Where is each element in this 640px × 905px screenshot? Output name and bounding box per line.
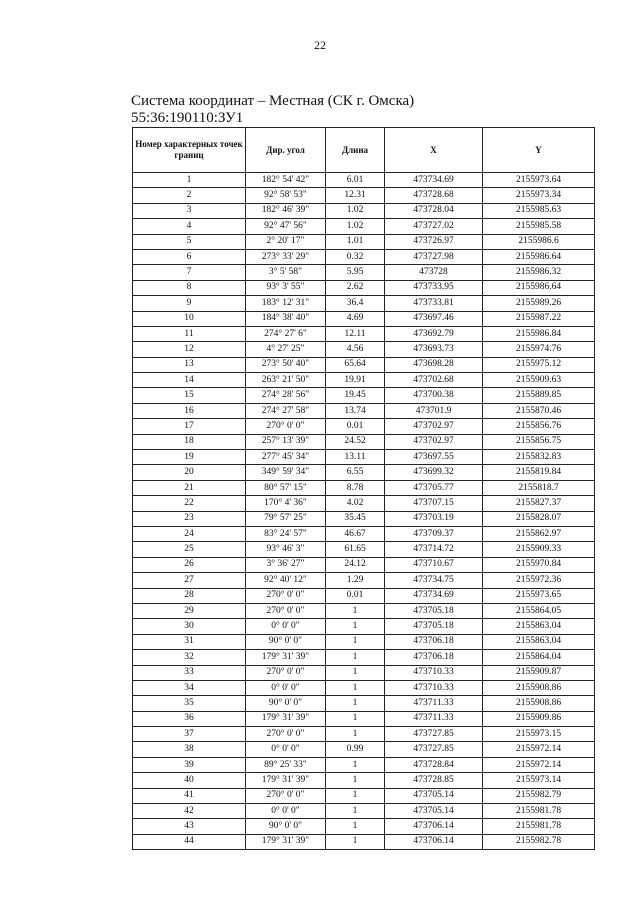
cell-y: 2155909.63 [483, 373, 595, 388]
table-row [133, 203, 595, 218]
cell-x: 473728 [385, 265, 483, 280]
cell-y: 2155989.26 [483, 296, 595, 311]
boundary-points-table [132, 127, 595, 850]
cell-x: 473692.79 [385, 326, 483, 341]
cell-direction-angle: 270° 0' 0" [246, 603, 326, 618]
table-row [133, 542, 595, 557]
table-row [133, 403, 595, 418]
cell-length: 36.4 [326, 296, 385, 311]
cell-x: 473734.69 [385, 173, 483, 188]
cell-y: 2155819.84 [483, 465, 595, 480]
cell-direction-angle: 0° 0' 0" [246, 742, 326, 757]
cell-y: 2155982.78 [483, 834, 595, 849]
cell-point-number: 35 [133, 696, 246, 711]
table-row [133, 311, 595, 326]
table-row [133, 773, 595, 788]
cell-x: 473705.14 [385, 788, 483, 803]
cell-x: 473728.84 [385, 757, 483, 772]
cell-point-number: 27 [133, 573, 246, 588]
cell-length: 1.29 [326, 573, 385, 588]
cell-x: 473707.15 [385, 496, 483, 511]
cell-point-number: 40 [133, 773, 246, 788]
table-row [133, 711, 595, 726]
cell-y: 2155985.58 [483, 219, 595, 234]
cell-y: 2155986.6 [483, 234, 595, 249]
cell-x: 473697.55 [385, 450, 483, 465]
table-row [133, 480, 595, 495]
cell-y: 2155981.78 [483, 804, 595, 819]
cell-direction-angle: 0° 0' 0" [246, 619, 326, 634]
table-header-row [133, 128, 595, 173]
cell-direction-angle: 93° 3' 55" [246, 280, 326, 295]
table-row [133, 188, 595, 203]
cell-length: 1 [326, 773, 385, 788]
cell-x: 473733.81 [385, 296, 483, 311]
cell-point-number: 28 [133, 588, 246, 603]
cell-length: 1 [326, 804, 385, 819]
table-row [133, 434, 595, 449]
header-length: Длина [326, 128, 385, 173]
table-row [133, 234, 595, 249]
cell-x: 473709.37 [385, 526, 483, 541]
cell-length: 0.01 [326, 588, 385, 603]
cell-y: 2155864.05 [483, 603, 595, 618]
cell-length: 1.01 [326, 234, 385, 249]
table-row [133, 742, 595, 757]
cell-x: 473703.19 [385, 511, 483, 526]
cell-length: 1 [326, 727, 385, 742]
cell-x: 473701.9 [385, 403, 483, 418]
cell-length: 0.99 [326, 742, 385, 757]
cell-x: 473728.85 [385, 773, 483, 788]
table-row [133, 265, 595, 280]
cell-length: 8.78 [326, 480, 385, 495]
cell-point-number: 41 [133, 788, 246, 803]
table-row [133, 496, 595, 511]
table-row [133, 696, 595, 711]
cell-x: 473711.33 [385, 711, 483, 726]
cell-point-number: 42 [133, 804, 246, 819]
cell-length: 1 [326, 603, 385, 618]
cell-x: 473710.33 [385, 665, 483, 680]
cell-x: 473727.85 [385, 727, 483, 742]
cell-point-number: 23 [133, 511, 246, 526]
cell-point-number: 33 [133, 665, 246, 680]
cell-point-number: 1 [133, 173, 246, 188]
table-row [133, 834, 595, 849]
cell-point-number: 3 [133, 203, 246, 218]
cell-point-number: 12 [133, 342, 246, 357]
cell-y: 2155986.64 [483, 249, 595, 264]
cell-direction-angle: 274° 27' 58" [246, 403, 326, 418]
cell-point-number: 24 [133, 526, 246, 541]
cell-direction-angle: 89° 25' 33" [246, 757, 326, 772]
cell-direction-angle: 179° 31' 39" [246, 711, 326, 726]
cell-point-number: 19 [133, 450, 246, 465]
cell-y: 2155986.84 [483, 326, 595, 341]
cell-y: 2155856.75 [483, 434, 595, 449]
cell-direction-angle: 274° 28' 56" [246, 388, 326, 403]
table-row [133, 419, 595, 434]
table-row [133, 373, 595, 388]
cell-direction-angle: 90° 0' 0" [246, 634, 326, 649]
cell-point-number: 37 [133, 727, 246, 742]
header-direction-angle: Дир. угол [246, 128, 326, 173]
cell-y: 2155909.87 [483, 665, 595, 680]
cell-direction-angle: 184° 38' 40" [246, 311, 326, 326]
cell-point-number: 32 [133, 650, 246, 665]
cell-direction-angle: 183° 12' 31" [246, 296, 326, 311]
cell-point-number: 18 [133, 434, 246, 449]
table-row [133, 280, 595, 295]
cell-x: 473734.75 [385, 573, 483, 588]
cell-length: 4.56 [326, 342, 385, 357]
cell-length: 1 [326, 819, 385, 834]
cell-direction-angle: 80° 57' 15" [246, 480, 326, 495]
cell-length: 0.01 [326, 419, 385, 434]
table-row [133, 727, 595, 742]
cell-point-number: 13 [133, 357, 246, 372]
cell-length: 4.02 [326, 496, 385, 511]
cell-x: 473698.28 [385, 357, 483, 372]
cell-x: 473700.38 [385, 388, 483, 403]
cell-y: 2155972.14 [483, 757, 595, 772]
table-row [133, 788, 595, 803]
cell-x: 473706.14 [385, 819, 483, 834]
cell-length: 1.02 [326, 219, 385, 234]
cell-y: 2155974.76 [483, 342, 595, 357]
cell-length: 4.69 [326, 311, 385, 326]
cell-direction-angle: 179° 31' 39" [246, 773, 326, 788]
cell-y: 2155909.86 [483, 711, 595, 726]
table-row [133, 357, 595, 372]
header-point-number: Номер характерных точек границ [133, 128, 246, 173]
cell-direction-angle: 179° 31' 39" [246, 650, 326, 665]
cell-direction-angle: 257° 13' 39" [246, 434, 326, 449]
cell-y: 2155908.86 [483, 696, 595, 711]
table-row [133, 619, 595, 634]
cell-y: 2155856.76 [483, 419, 595, 434]
table-row [133, 588, 595, 603]
cell-length: 1 [326, 711, 385, 726]
cell-length: 19.91 [326, 373, 385, 388]
cell-point-number: 4 [133, 219, 246, 234]
cell-y: 2155975.12 [483, 357, 595, 372]
table-row [133, 603, 595, 618]
table-row [133, 450, 595, 465]
cell-x: 473727.85 [385, 742, 483, 757]
cell-point-number: 11 [133, 326, 246, 341]
cell-point-number: 6 [133, 249, 246, 264]
cell-direction-angle: 3° 36' 27" [246, 557, 326, 572]
cell-point-number: 16 [133, 403, 246, 418]
cell-direction-angle: 90° 0' 0" [246, 696, 326, 711]
cell-length: 1 [326, 757, 385, 772]
cell-x: 473710.67 [385, 557, 483, 572]
cell-direction-angle: 263° 21' 50" [246, 373, 326, 388]
table-row [133, 680, 595, 695]
cell-x: 473697.46 [385, 311, 483, 326]
cell-point-number: 26 [133, 557, 246, 572]
cell-direction-angle: 83° 24' 57" [246, 526, 326, 541]
cell-x: 473728.04 [385, 203, 483, 218]
cell-x: 473706.18 [385, 634, 483, 649]
cell-y: 2155862.97 [483, 526, 595, 541]
cell-x: 473705.77 [385, 480, 483, 495]
header-x: X [385, 128, 483, 173]
cell-x: 473705.18 [385, 619, 483, 634]
cell-y: 2155986.32 [483, 265, 595, 280]
table-row [133, 573, 595, 588]
cell-length: 1 [326, 680, 385, 695]
table-row [133, 634, 595, 649]
cell-direction-angle: 0° 0' 0" [246, 680, 326, 695]
cell-length: 24.12 [326, 557, 385, 572]
cell-direction-angle: 179° 31' 39" [246, 834, 326, 849]
cell-length: 19.45 [326, 388, 385, 403]
cell-y: 2155827.37 [483, 496, 595, 511]
table-row [133, 219, 595, 234]
cell-length: 1 [326, 650, 385, 665]
page-number: 22 [314, 38, 326, 52]
cell-x: 473711.33 [385, 696, 483, 711]
table-row [133, 465, 595, 480]
cell-length: 46.67 [326, 526, 385, 541]
cell-y: 2155972.14 [483, 742, 595, 757]
cell-x: 473706.18 [385, 650, 483, 665]
cell-direction-angle: 270° 0' 0" [246, 419, 326, 434]
cell-y: 2155972.36 [483, 573, 595, 588]
cell-length: 65.64 [326, 357, 385, 372]
cell-length: 6.01 [326, 173, 385, 188]
cadastral-number: 55:36:190110:ЗУ1 [131, 110, 244, 126]
cell-x: 473727.02 [385, 219, 483, 234]
cell-point-number: 17 [133, 419, 246, 434]
cell-y: 2155870.46 [483, 403, 595, 418]
cell-y: 2155828.07 [483, 511, 595, 526]
cell-x: 473702.68 [385, 373, 483, 388]
cell-x: 473727.98 [385, 249, 483, 264]
cell-point-number: 31 [133, 634, 246, 649]
cell-y: 2155908.86 [483, 680, 595, 695]
cell-y: 2155985.63 [483, 203, 595, 218]
table-row [133, 511, 595, 526]
cell-direction-angle: 349° 59' 34" [246, 465, 326, 480]
cell-point-number: 2 [133, 188, 246, 203]
cell-length: 1 [326, 834, 385, 849]
cell-point-number: 7 [133, 265, 246, 280]
cell-direction-angle: 270° 0' 0" [246, 665, 326, 680]
cell-length: 5.95 [326, 265, 385, 280]
cell-y: 2155889.85 [483, 388, 595, 403]
cell-point-number: 21 [133, 480, 246, 495]
cell-x: 473705.18 [385, 603, 483, 618]
cell-x: 473693.73 [385, 342, 483, 357]
cell-y: 2155864.04 [483, 650, 595, 665]
cell-x: 473710.33 [385, 680, 483, 695]
cell-direction-angle: 79° 57' 25" [246, 511, 326, 526]
cell-direction-angle: 92° 40' 12" [246, 573, 326, 588]
cell-direction-angle: 90° 0' 0" [246, 819, 326, 834]
table-row [133, 296, 595, 311]
cell-point-number: 8 [133, 280, 246, 295]
cell-length: 24.52 [326, 434, 385, 449]
cell-point-number: 25 [133, 542, 246, 557]
cell-y: 2155986.64 [483, 280, 595, 295]
cell-y: 2155970.84 [483, 557, 595, 572]
cell-length: 1 [326, 619, 385, 634]
cell-length: 12.11 [326, 326, 385, 341]
cell-point-number: 15 [133, 388, 246, 403]
table-row [133, 388, 595, 403]
table-row [133, 557, 595, 572]
cell-direction-angle: 4° 27' 25" [246, 342, 326, 357]
cell-x: 473702.97 [385, 419, 483, 434]
cell-x: 473714.72 [385, 542, 483, 557]
table-row [133, 665, 595, 680]
cell-point-number: 43 [133, 819, 246, 834]
cell-point-number: 34 [133, 680, 246, 695]
cell-point-number: 38 [133, 742, 246, 757]
cell-y: 2155973.15 [483, 727, 595, 742]
cell-y: 2155863.04 [483, 619, 595, 634]
cell-y: 2155987.22 [483, 311, 595, 326]
cell-direction-angle: 270° 0' 0" [246, 788, 326, 803]
cell-x: 473726.97 [385, 234, 483, 249]
cell-length: 6.55 [326, 465, 385, 480]
cell-direction-angle: 273° 33' 29" [246, 249, 326, 264]
cell-y: 2155973.34 [483, 188, 595, 203]
cell-x: 473728.68 [385, 188, 483, 203]
cell-length: 1 [326, 788, 385, 803]
cell-point-number: 10 [133, 311, 246, 326]
cell-direction-angle: 3° 5' 58" [246, 265, 326, 280]
cell-x: 473734.69 [385, 588, 483, 603]
cell-point-number: 30 [133, 619, 246, 634]
cell-length: 1 [326, 696, 385, 711]
cell-y: 2155863.04 [483, 634, 595, 649]
cell-point-number: 22 [133, 496, 246, 511]
cell-x: 473733.95 [385, 280, 483, 295]
cell-direction-angle: 170° 4' 36" [246, 496, 326, 511]
table-row [133, 249, 595, 264]
cell-length: 2.62 [326, 280, 385, 295]
cell-length: 1 [326, 634, 385, 649]
cell-direction-angle: 277° 45' 34" [246, 450, 326, 465]
cell-direction-angle: 182° 46' 39" [246, 203, 326, 218]
cell-y: 2155973.14 [483, 773, 595, 788]
cell-direction-angle: 270° 0' 0" [246, 588, 326, 603]
table-row [133, 326, 595, 341]
cell-length: 13.11 [326, 450, 385, 465]
cell-point-number: 44 [133, 834, 246, 849]
cell-y: 2155982.79 [483, 788, 595, 803]
cell-point-number: 29 [133, 603, 246, 618]
cell-x: 473702.97 [385, 434, 483, 449]
cell-length: 0.32 [326, 249, 385, 264]
cell-y: 2155818.7 [483, 480, 595, 495]
cell-x: 473706.14 [385, 834, 483, 849]
cell-length: 61.65 [326, 542, 385, 557]
table-body [133, 173, 595, 850]
table-row [133, 650, 595, 665]
cell-point-number: 9 [133, 296, 246, 311]
cell-y: 2155973.65 [483, 588, 595, 603]
table-row [133, 819, 595, 834]
header-y: Y [483, 128, 595, 173]
cell-length: 1 [326, 665, 385, 680]
cell-direction-angle: 273° 50' 40" [246, 357, 326, 372]
cell-direction-angle: 270° 0' 0" [246, 727, 326, 742]
table-row [133, 526, 595, 541]
table-row [133, 342, 595, 357]
cell-y: 2155909.33 [483, 542, 595, 557]
cell-y: 2155832.83 [483, 450, 595, 465]
cell-y: 2155981.78 [483, 819, 595, 834]
cell-length: 1.02 [326, 203, 385, 218]
coordinate-system-heading [131, 93, 414, 127]
cell-point-number: 36 [133, 711, 246, 726]
cell-length: 13.74 [326, 403, 385, 418]
cell-direction-angle: 0° 0' 0" [246, 804, 326, 819]
cell-length: 35.45 [326, 511, 385, 526]
cell-direction-angle: 93° 46' 3" [246, 542, 326, 557]
cell-point-number: 20 [133, 465, 246, 480]
cell-point-number: 39 [133, 757, 246, 772]
table-row [133, 173, 595, 188]
coordinate-system-title: Система координат – Местная (СК г. Омска) [131, 93, 415, 109]
cell-direction-angle: 182° 54' 42" [246, 173, 326, 188]
cell-length: 12.31 [326, 188, 385, 203]
cell-direction-angle: 274° 27' 6" [246, 326, 326, 341]
table-row [133, 757, 595, 772]
cell-point-number: 5 [133, 234, 246, 249]
cell-direction-angle: 92° 47' 56" [246, 219, 326, 234]
cell-x: 473699.32 [385, 465, 483, 480]
cell-y: 2155973.64 [483, 173, 595, 188]
cell-direction-angle: 92° 58' 53" [246, 188, 326, 203]
cell-x: 473705.14 [385, 804, 483, 819]
cell-direction-angle: 2° 20' 17" [246, 234, 326, 249]
table-row [133, 804, 595, 819]
cell-point-number: 14 [133, 373, 246, 388]
